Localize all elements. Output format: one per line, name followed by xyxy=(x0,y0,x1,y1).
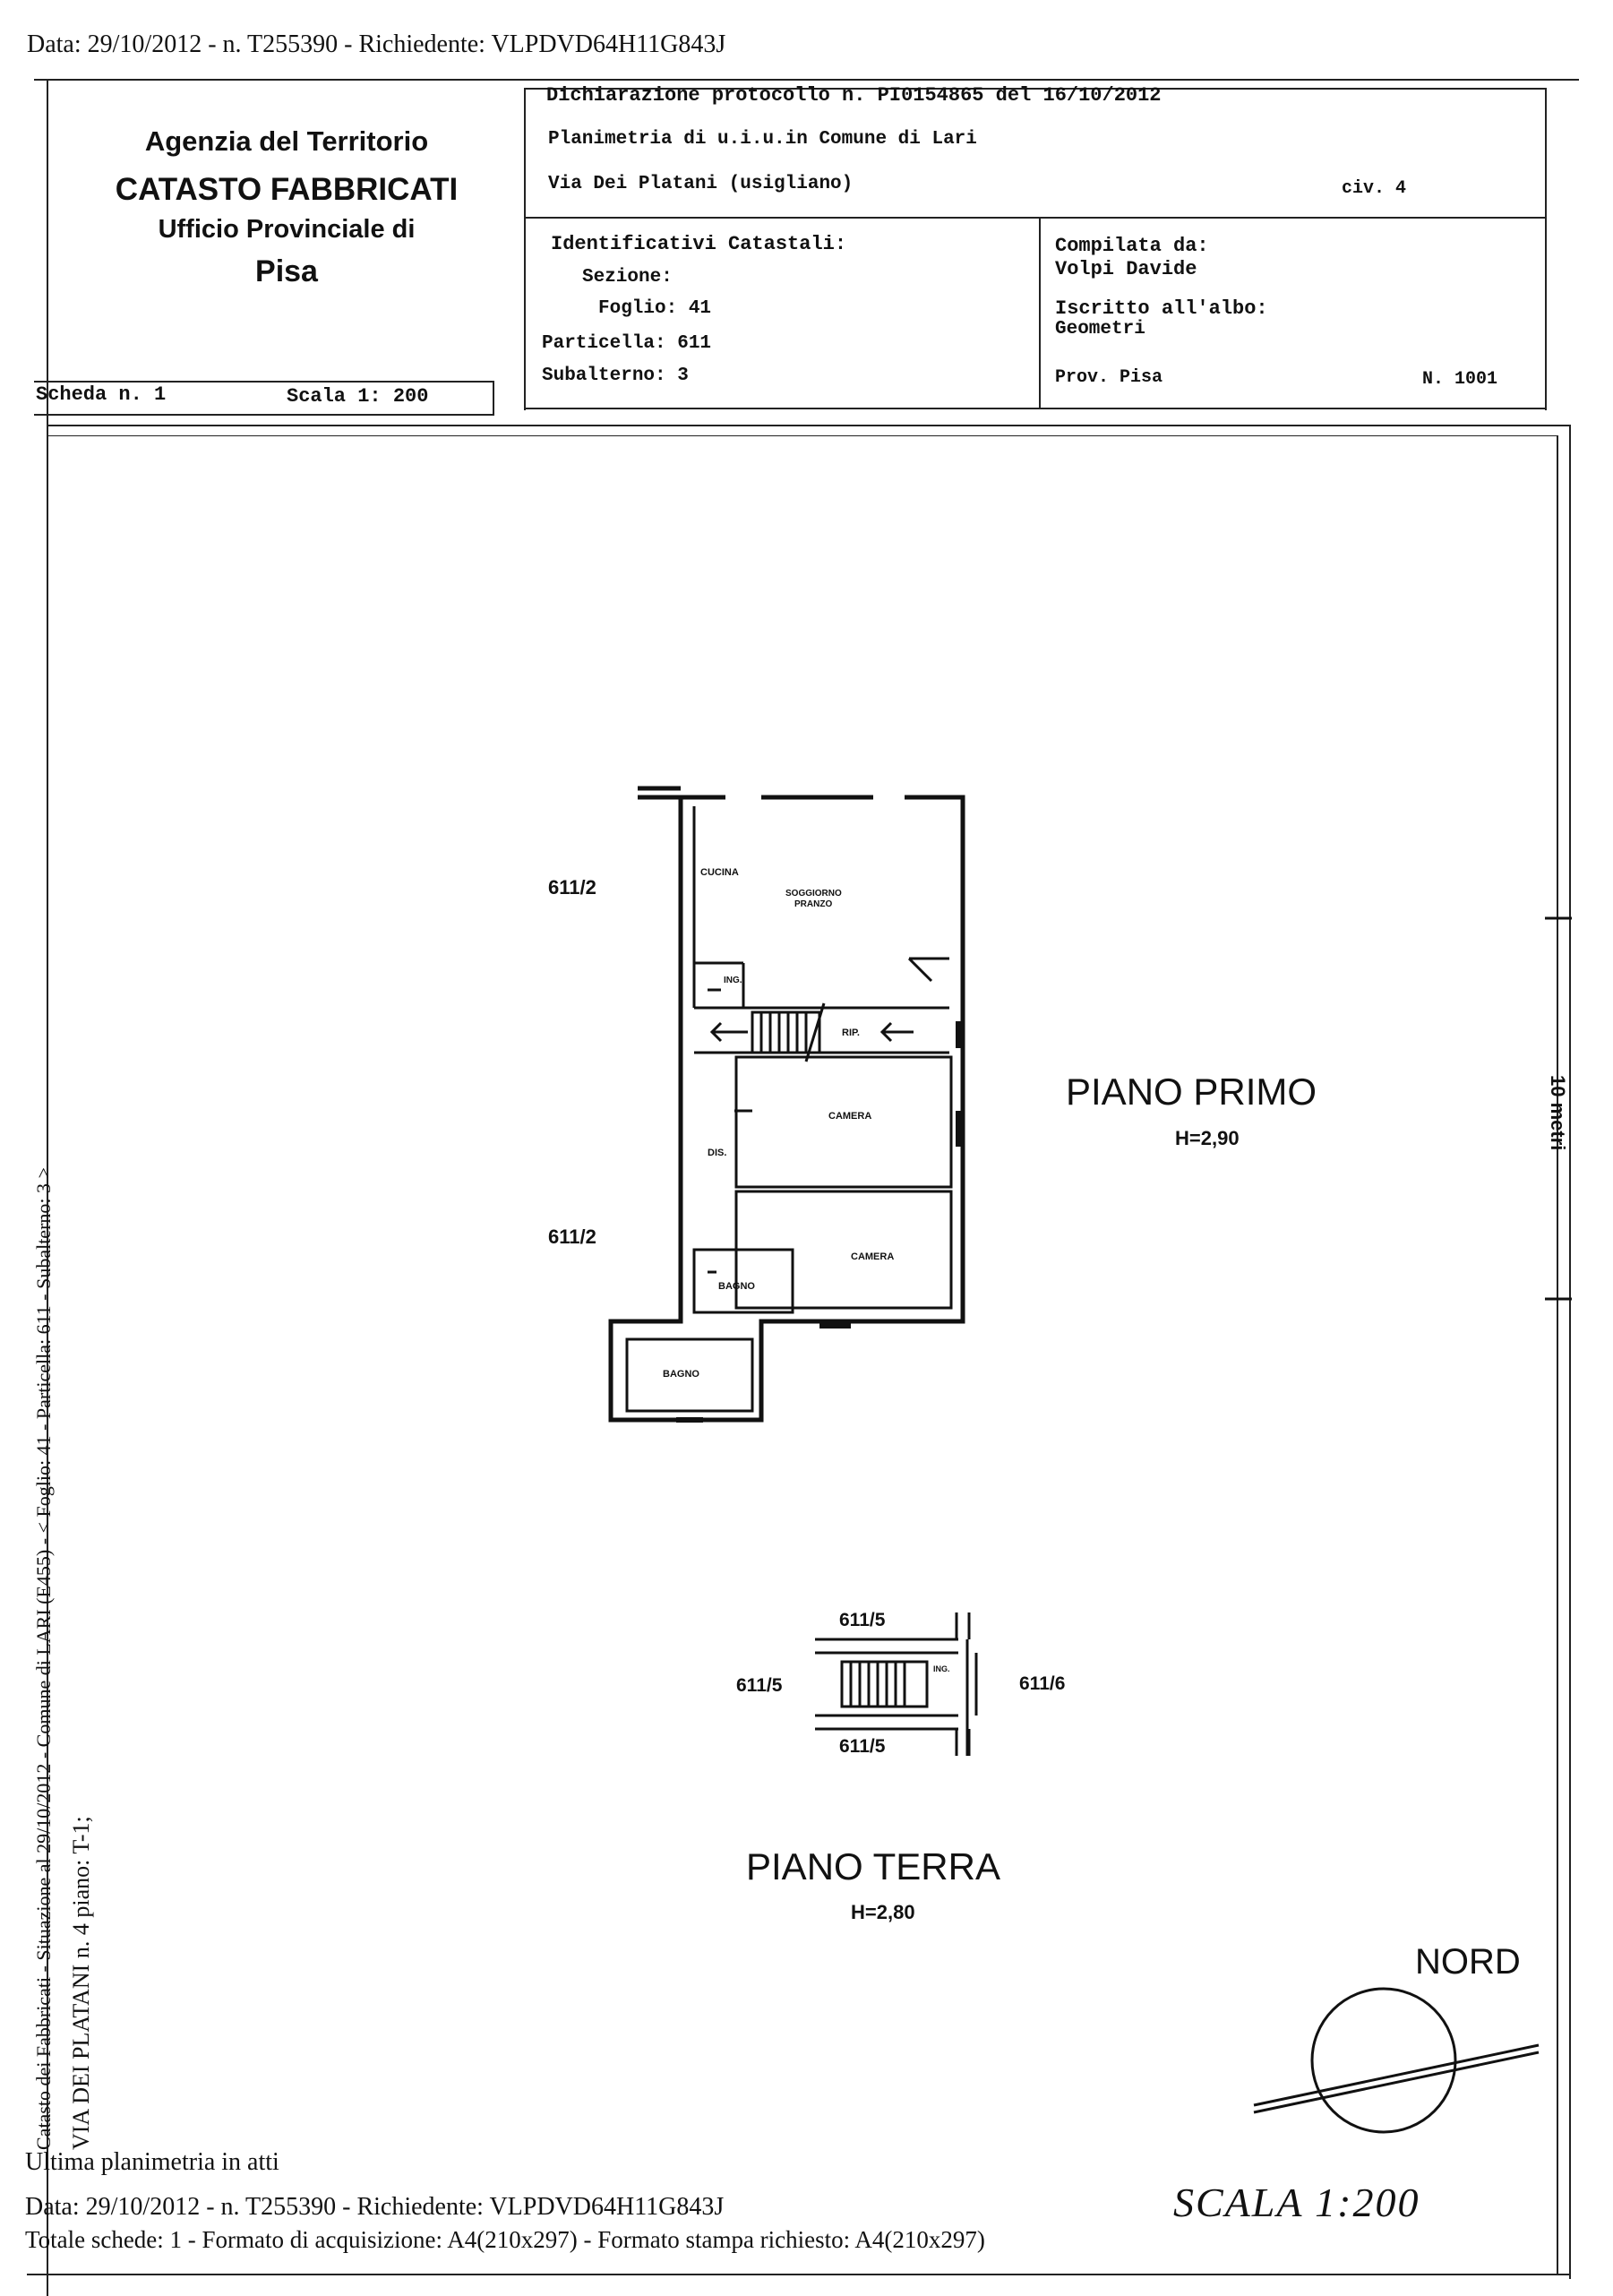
ident-sezione: Sezione: xyxy=(582,267,673,288)
pt-611-5-bottom: 611/5 xyxy=(839,1736,886,1757)
agency-line1: Agenzia del Territorio xyxy=(144,125,429,157)
compilata-prov: Prov. Pisa xyxy=(1055,367,1163,388)
compilata-name: Volpi Davide xyxy=(1055,258,1197,280)
dichiarazione: Dichiarazione protocollo n. PI0154865 del 16/10/2012 xyxy=(546,84,1162,107)
via: Via Dei Platani (usigliano) xyxy=(548,174,854,194)
side-text: Catasto dei Fabbricati - Situazione al 29/10/2012 - Comune di LARI (E455) - < Foglio: 41 - Particella: 611 - Subalterno: 3 > xyxy=(32,1167,55,2150)
label-611-2-b: 611/2 xyxy=(548,1225,596,1248)
civ: civ. 4 xyxy=(1342,178,1407,199)
top-header: Data: 29/10/2012 - n. T255390 - Richiedente: VLPDVD64H11G843J xyxy=(27,30,726,58)
room-cucina: CUCINA xyxy=(700,867,739,878)
compilata-albo: Geometri xyxy=(1055,319,1145,340)
room-dis: DIS. xyxy=(708,1148,727,1158)
room-bagno-2: BAGNO xyxy=(663,1369,699,1380)
piano-primo-height: H=2,90 xyxy=(1175,1127,1240,1149)
scale-10-metri: 10 metri xyxy=(1547,1075,1569,1151)
pt-611-5-top: 611/5 xyxy=(839,1610,886,1630)
compilata-num: N. 1001 xyxy=(1422,369,1498,390)
agency-line3: Ufficio Provinciale di xyxy=(158,215,416,244)
ident-subalterno: Subalterno: 3 xyxy=(542,365,689,386)
room-bagno-1: BAGNO xyxy=(718,1281,755,1292)
planimetria: Planimetria di u.i.u.in Comune di Lari xyxy=(548,129,977,150)
room-soggiorno: SOGGIORNO xyxy=(785,889,842,899)
footer-totale: Totale schede: 1 - Formato di acquisizione: A4(210x297) - Formato stampa richiesto: A4(210x297) xyxy=(25,2226,985,2253)
pt-ing: ING. xyxy=(933,1664,950,1673)
compilata-title: Compilata da: xyxy=(1055,235,1209,257)
footer-ultima: Ultima planimetria in atti xyxy=(25,2148,279,2176)
scheda-label: Scheda n. 1 xyxy=(36,383,167,406)
compilata-iscritto: Iscritto all'albo: xyxy=(1055,297,1268,320)
ident-foglio: Foglio: 41 xyxy=(598,298,712,319)
ident-particella: Particella: 611 xyxy=(542,333,712,354)
scala-box-label: Scala 1: 200 xyxy=(287,385,429,408)
nord-label: NORD xyxy=(1415,1942,1521,1982)
room-pranzo: PRANZO xyxy=(794,899,833,909)
room-rip: RIP. xyxy=(842,1028,860,1038)
side-text-2: VIA DEI PLATANI n. 4 piano: T-1; xyxy=(68,1816,94,2150)
piano-terra-title: PIANO TERRA xyxy=(746,1845,1000,1888)
room-camera-1: CAMERA xyxy=(828,1111,872,1122)
ident-title: Identificativi Catastali: xyxy=(551,233,847,255)
room-camera-2: CAMERA xyxy=(851,1251,895,1262)
agency-line2: CATASTO FABBRICATI xyxy=(115,172,459,207)
piano-terra-height: H=2,80 xyxy=(851,1901,915,1923)
piano-primo-title: PIANO PRIMO xyxy=(1066,1071,1317,1113)
handwritten-scala: SCALA 1:200 xyxy=(1173,2180,1420,2225)
room-ing: ING. xyxy=(724,976,742,985)
label-611-2-a: 611/2 xyxy=(548,876,596,899)
pt-611-5-left: 611/5 xyxy=(736,1675,783,1696)
pt-611-6: 611/6 xyxy=(1019,1673,1066,1694)
agency-line4: Pisa xyxy=(255,254,318,288)
footer-data: Data: 29/10/2012 - n. T255390 - Richiedente: VLPDVD64H11G843J xyxy=(25,2193,725,2221)
